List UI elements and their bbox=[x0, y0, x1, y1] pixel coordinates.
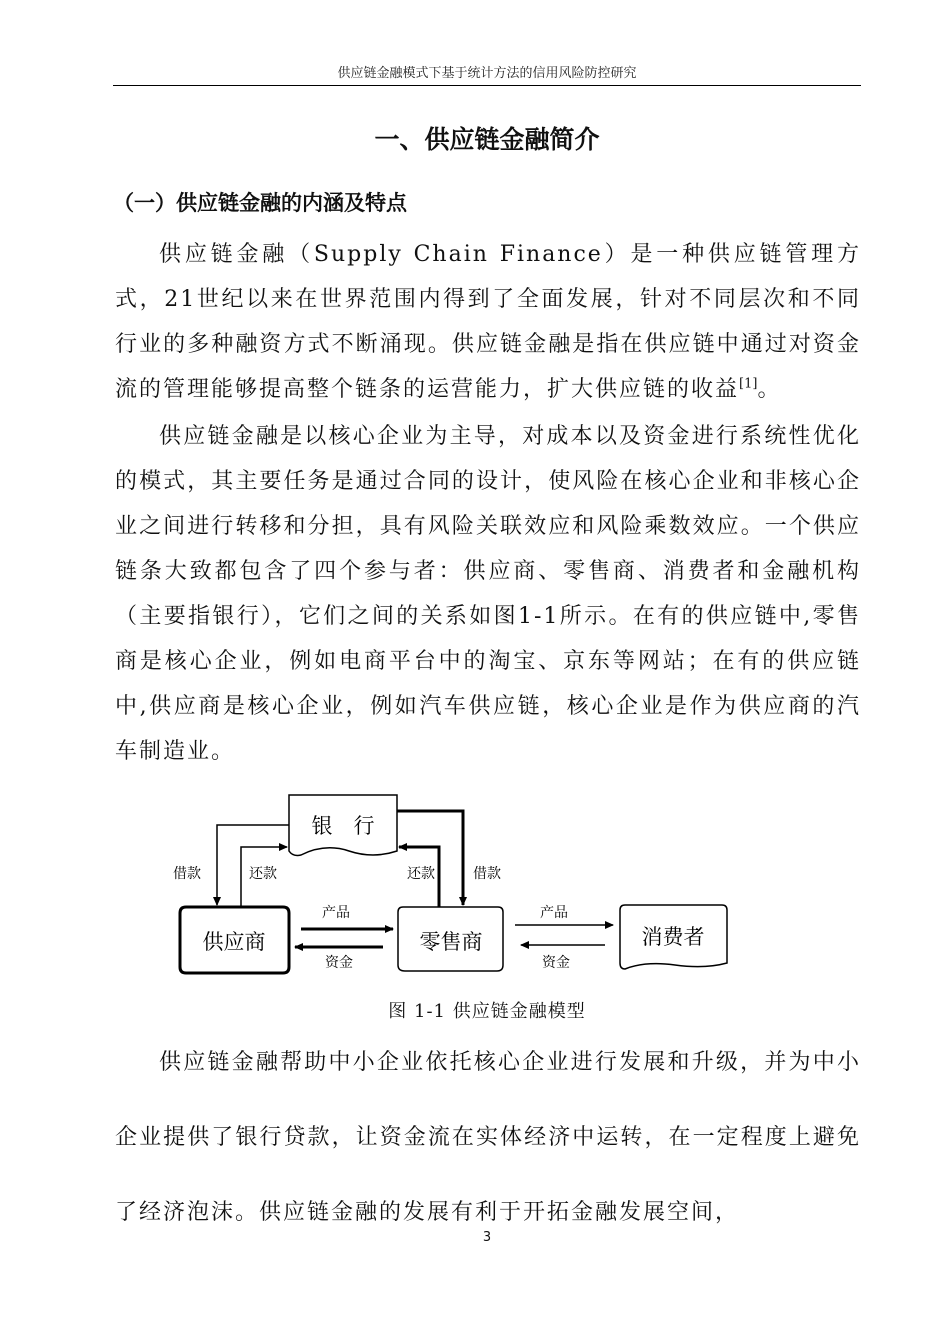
label-loan-left: 借款 bbox=[173, 866, 201, 882]
header-rule bbox=[113, 85, 861, 86]
bank-label: 银 行 bbox=[311, 814, 375, 838]
arrow-loan-left bbox=[217, 825, 289, 905]
consumer-node bbox=[620, 905, 727, 969]
label-product-2: 产品 bbox=[540, 905, 568, 921]
retailer-node bbox=[398, 907, 503, 971]
paragraph-1-end: 。 bbox=[757, 377, 782, 402]
supplier-label: 供应商 bbox=[202, 930, 266, 954]
figure-caption: 图 1-1 供应链金融模型 bbox=[388, 1001, 586, 1022]
running-header: 供应链金融模式下基于统计方法的信用风险防控研究 bbox=[337, 66, 637, 81]
supply-chain-diagram bbox=[165, 785, 745, 985]
label-funds-1: 资金 bbox=[325, 955, 353, 971]
paragraph-1 bbox=[115, 232, 861, 412]
label-repay-left: 还款 bbox=[249, 866, 277, 882]
citation-1[interactable]: [1] bbox=[739, 376, 758, 392]
label-funds-2: 资金 bbox=[542, 955, 570, 971]
consumer-label: 消费者 bbox=[641, 925, 705, 949]
label-product-1: 产品 bbox=[322, 905, 350, 921]
section-heading: 一、供应链金融简介 bbox=[374, 125, 600, 154]
retailer-label: 零售商 bbox=[419, 930, 483, 954]
page-number: 3 bbox=[482, 1230, 492, 1245]
label-loan-right: 借款 bbox=[473, 866, 501, 882]
label-repay-right: 还款 bbox=[407, 866, 435, 882]
paragraph-1-text: 供应链金融（Supply Chain Finance）是一种供应链管理方式，21世纪以来在世界范围内得到了全面发展，针对不同层次和不同行业的多种融资方式不断涌现。供应链金融是指在供应链中通过对资金流的管理能够提高整个链条的运营能力，扩大供应链的收益 bbox=[115, 242, 861, 402]
paragraph-2: 供应链金融是以核心企业为主导，对成本以及资金进行系统性优化的模式，其主要任务是通过合同的设计，使风险在核心企业和非核心企业之间进行转移和分担，具有风险关联效应和风险乘数效应。一个供应链条大致都包含了四个参与者：供应商、零售商、消费者和金融机构（主要指银行），它们之间的关系如图1-1所示。在有的供应链中,零售商是核心企业，例如电商平台中的淘宝、京东等网站；在有的供应链中,供应商是核心企业，例如汽车供应链，核心企业是作为供应商的汽车制造业。 bbox=[115, 424, 861, 764]
bank-node bbox=[289, 795, 397, 856]
arrow-loan-right bbox=[397, 811, 463, 905]
subsection-heading: （一）供应链金融的内涵及特点 bbox=[113, 191, 407, 215]
paragraph-3: 供应链金融帮助中小企业依托核心企业进行发展和升级，并为中小企业提供了银行贷款，让资金流在实体经济中运转，在一定程度上避免了经济泡沫。供应链金融的发展有利于开拓金融发展空间， bbox=[115, 1050, 861, 1225]
supplier-node bbox=[180, 907, 289, 973]
